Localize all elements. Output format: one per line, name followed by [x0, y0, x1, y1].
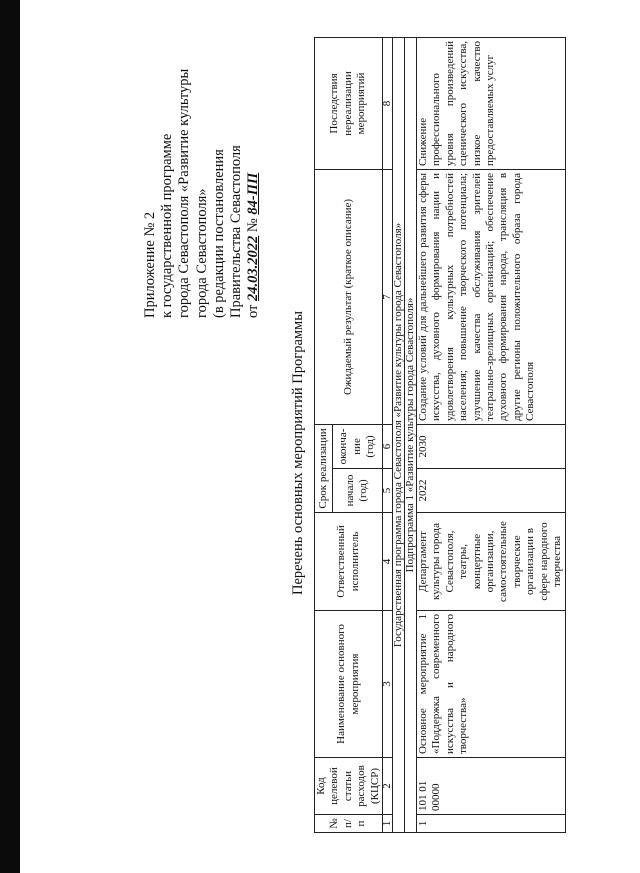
- header-row-1: [315, 37, 333, 832]
- column-number: 1: [383, 815, 393, 833]
- row-measure-name: Основное мероприятие 1 «Поддержка современного искусства и народного творчества»: [417, 611, 565, 758]
- column-number: 8: [383, 37, 393, 169]
- row-end-year: 2030: [417, 424, 565, 468]
- subprogram-title: Подпрограмма 1 «Развитие культуры города Севастополя»: [405, 37, 417, 832]
- appendix-number: 84-ПП: [245, 172, 262, 215]
- appendix-line-4: города Севастополя»: [193, 188, 210, 318]
- scan-dark-edge: [0, 0, 20, 873]
- header-no: № п/п: [315, 815, 383, 833]
- program-row: [393, 37, 405, 832]
- column-number: 6: [383, 424, 393, 468]
- document-page: [20, 0, 640, 873]
- row-expected-result: Создание условий для дальнейшего развития сферы искусства, духовного формирования нации и удовлетворения культурных потребностей населения; повышение творческого потенциала; улучшение качества обслуживания зрителей театрально-зрелищных организаций; обеспечение духовного формирования народа, трансляция в другие регионы положительного образа города Севастополя: [417, 169, 565, 424]
- column-number: 3: [383, 611, 393, 758]
- column-number: 7: [383, 169, 393, 424]
- table-row: [417, 37, 565, 832]
- column-number: 5: [383, 469, 393, 513]
- subprogram-row: [405, 37, 417, 832]
- row-start-year: 2022: [417, 469, 565, 513]
- appendix-date-prefix: от: [245, 304, 262, 318]
- header-measure-name: Наименование основного мероприятия: [315, 611, 383, 758]
- document-title: Перечень основных мероприятий Программы: [290, 311, 306, 595]
- header-start-year: начало (год): [332, 469, 382, 513]
- appendix-line-1: Приложение № 2: [142, 211, 158, 318]
- row-consequences: Снижение профессионального уровня произведений сценического искусства, низкое качество предоставляемых услуг: [417, 37, 565, 169]
- appendix-header: [142, 69, 262, 318]
- measures-table: [314, 37, 566, 833]
- appendix-date: 24.03.2022: [245, 235, 262, 301]
- header-expected-result: Ожидаемый результат (краткое описание): [315, 169, 383, 424]
- header-consequences: Последствия нереализации мероприятий: [315, 37, 383, 169]
- row-executor: Департамент культуры города Севастополя, театры, концертные организации, самостоятельные творческие организации в сфере народного творчества: [417, 513, 565, 611]
- appendix-line-7: [245, 69, 262, 318]
- program-title: Государственная программа города Севастополя «Развитие культуры города Севастополя»: [393, 37, 405, 832]
- column-numbers-row: [383, 37, 393, 832]
- column-number: 4: [383, 513, 393, 611]
- header-kcsr: Код целевой статьи расходов (КЦСР): [315, 758, 383, 815]
- appendix-line-5: (в редакции постановления: [210, 149, 227, 318]
- header-executor: Ответственный исполнитель: [315, 513, 383, 611]
- row-kcsr: 101 01 00000: [417, 758, 565, 815]
- appendix-number-label: №: [245, 218, 262, 233]
- measures-table-wrap: [314, 37, 566, 833]
- header-end-year: оконча-ние (год): [332, 424, 382, 468]
- appendix-line-2: к государственной программе: [159, 133, 176, 318]
- appendix-line-3: города Севастополя «Развитие культуры: [176, 68, 193, 318]
- header-term-group: Срок реализации: [315, 424, 333, 512]
- row-no: 1: [417, 815, 565, 833]
- appendix-line-6: Правительства Севастополя: [228, 145, 245, 318]
- column-number: 2: [383, 758, 393, 815]
